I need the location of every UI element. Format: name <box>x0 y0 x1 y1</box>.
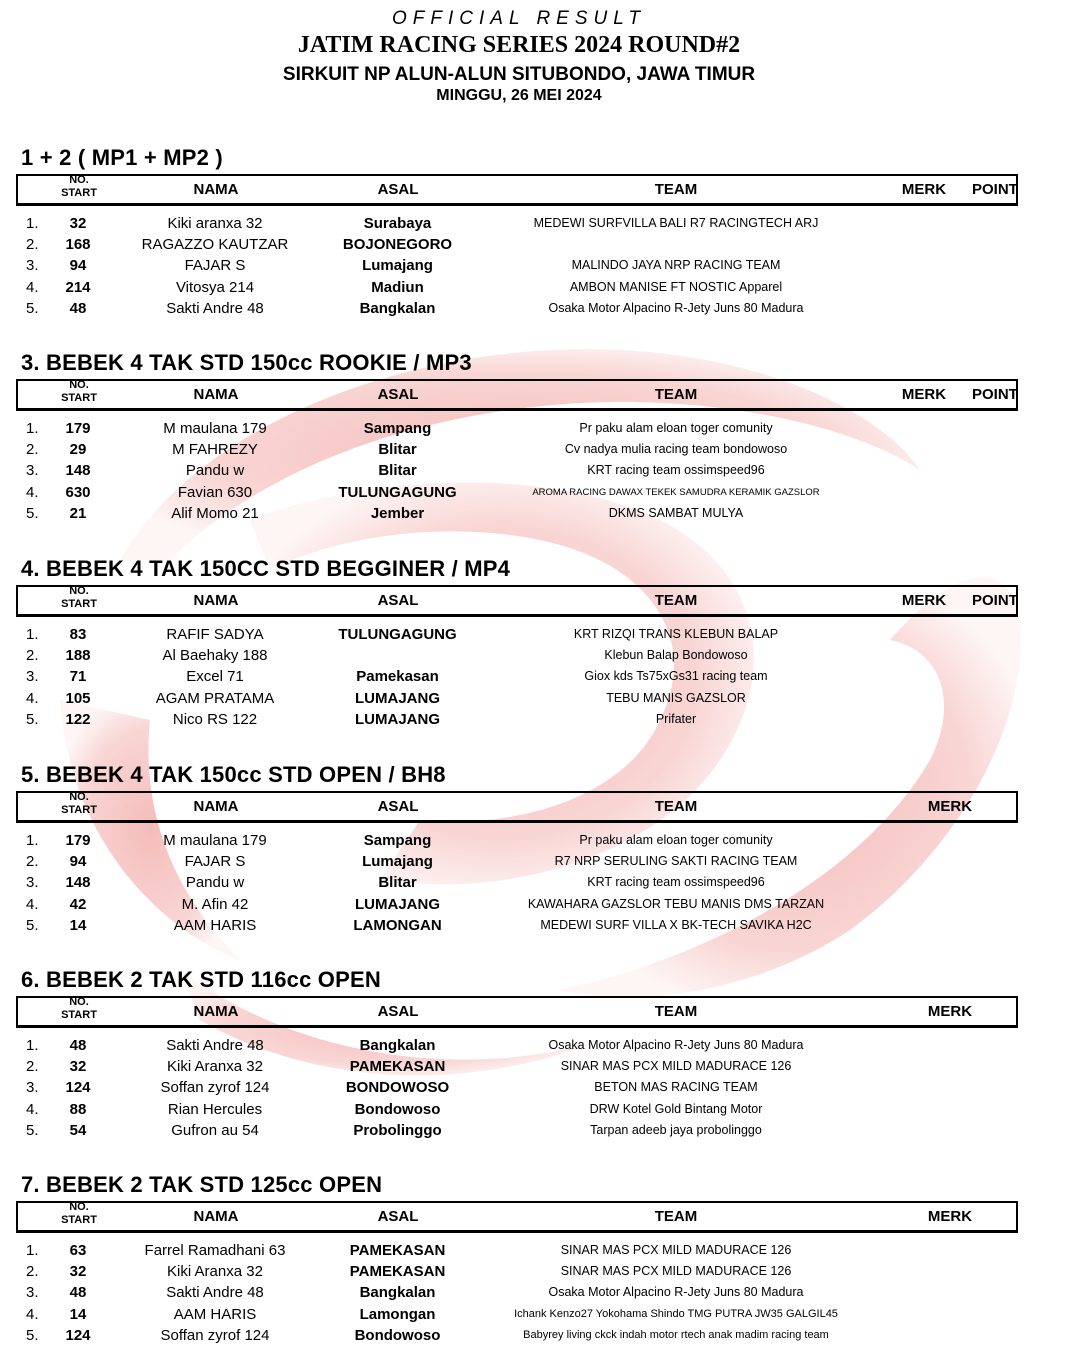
table-row: 4. 630 Favian 630 TULUNGAGUNG AROMA RACING DAWAX TEKEK SAMUDRA KERAMIK GAZSLOR <box>26 483 820 501</box>
table-row: 1. 179 M maulana 179 Sampang Pr paku alam eloan toger comunity <box>26 832 773 849</box>
table-row: 3. 148 Pandu w Blitar KRT racing team ossimspeed96 <box>26 462 765 480</box>
table-body <box>0 830 1080 936</box>
col-merk: MERK <box>927 798 973 815</box>
col-team: TEAM <box>654 181 698 198</box>
table-body <box>0 418 1080 524</box>
circuit-name: SIRKUIT NP ALUN-ALUN SITUBONDO, JAWA TIMUR <box>282 64 756 85</box>
col-no-start: NO. START <box>61 379 97 404</box>
col-no-start: NO. START <box>61 174 97 199</box>
col-nama: NAMA <box>193 386 239 403</box>
event-date: MINGGU, 26 MEI 2024 <box>436 87 602 104</box>
table-row: 1. 63 Farrel Ramadhani 63 PAMEKASAN SINAR MAS PCX MILD MADURACE 126 <box>26 1242 792 1259</box>
table-row: 2. 32 Kiki Aranxa 32 PAMEKASAN SINAR MAS PCX MILD MADURACE 126 <box>26 1263 792 1281</box>
table-row: 3. 48 Sakti Andre 48 Bangkalan Osaka Motor Alpacino R-Jety Juns 80 Madura <box>26 1284 804 1302</box>
col-point: POINT <box>972 592 1018 609</box>
col-team: TEAM <box>654 386 698 403</box>
table-row: 2. 32 Kiki Aranxa 32 PAMEKASAN SINAR MAS PCX MILD MADURACE 126 <box>26 1058 792 1076</box>
result-section-mp3 <box>0 350 1080 550</box>
col-team: TEAM <box>654 1208 698 1225</box>
result-section-mp4 <box>0 556 1080 756</box>
table-row: 5. 54 Gufron au 54 Probolinggo Tarpan adeeb jaya probolinggo <box>26 1121 762 1139</box>
table-row: 3. 148 Pandu w Blitar KRT racing team ossimspeed96 <box>26 874 765 892</box>
col-merk: MERK <box>901 386 947 403</box>
table-body <box>0 624 1080 730</box>
table-row: 5. 124 Soffan zyrof 124 Bondowoso Babyrey living ckck indah motor rtech anak madim racing team <box>26 1326 829 1344</box>
result-section-bh8 <box>0 762 1080 962</box>
table-row: 3. 94 FAJAR S Lumajang MALINDO JAYA NRP RACING TEAM <box>26 257 781 275</box>
section-title: 5. BEBEK 4 TAK 150cc STD OPEN / BH8 <box>21 762 446 787</box>
col-nama: NAMA <box>193 798 239 815</box>
table-row: 2. 188 Al Baehaky 188 Klebun Balap Bondowoso <box>26 647 748 665</box>
table-row: 3. 71 Excel 71 Pamekasan Giox kds Ts75xGs31 racing team <box>26 668 768 686</box>
table-row: 1. 32 Kiki aranxa 32 Surabaya MEDEWI SURFVILLA BALI R7 RACINGTECH ARJ <box>26 215 819 232</box>
col-team: TEAM <box>654 1003 698 1020</box>
col-asal: ASAL <box>377 592 419 609</box>
col-asal: ASAL <box>377 1003 419 1020</box>
table-row: 4. 88 Rian Hercules Bondowoso DRW Kotel Gold Bintang Motor <box>26 1100 763 1118</box>
col-merk: MERK <box>901 592 947 609</box>
table-header <box>16 174 1018 206</box>
table-row: 4. 42 M. Afin 42 LUMAJANG KAWAHARA GAZSLOR TEBU MANIS DMS TARZAN <box>26 895 825 913</box>
official-result-label: OFFICIAL RESULT <box>392 8 646 29</box>
col-nama: NAMA <box>193 592 239 609</box>
table-row: 5. 122 Nico RS 122 LUMAJANG Prifater <box>26 710 697 728</box>
result-section-2tak-125 <box>0 1172 1080 1350</box>
table-header <box>16 791 1018 823</box>
table-row: 1. 83 RAFIF SADYA TULUNGAGUNG KRT RIZQI TRANS KLEBUN BALAP <box>26 626 779 643</box>
table-row: 2. 29 M FAHREZY Blitar Cv nadya mulia racing team bondowoso <box>26 441 788 459</box>
table-row: 2. 168 RAGAZZO KAUTZAR BOJONEGORO <box>26 236 453 254</box>
col-no-start: NO. START <box>61 1201 97 1226</box>
col-point: POINT <box>972 181 1018 198</box>
col-nama: NAMA <box>193 1003 239 1020</box>
col-nama: NAMA <box>193 1208 239 1225</box>
table-row: 5. 21 Alif Momo 21 Jember DKMS SAMBAT MULYA <box>26 504 744 522</box>
table-row: 5. 14 AAM HARIS LAMONGAN MEDEWI SURF VILLA X BK-TECH SAVIKA H2C <box>26 916 812 934</box>
col-nama: NAMA <box>193 181 239 198</box>
col-no-start: NO. START <box>61 791 97 816</box>
col-asal: ASAL <box>377 798 419 815</box>
table-body <box>0 1035 1080 1141</box>
section-title: 1 + 2 ( MP1 + MP2 ) <box>21 145 223 170</box>
table-row: 4. 214 Vitosya 214 Madiun AMBON MANISE FT NOSTIC Apparel <box>26 278 783 296</box>
col-asal: ASAL <box>377 181 419 198</box>
col-team: TEAM <box>654 798 698 815</box>
table-row: 4. 14 AAM HARIS Lamongan Ichank Kenzo27 Yokohama Shindo TMG PUTRA JW35 GALGIL45 <box>26 1305 838 1323</box>
table-row: 5. 48 Sakti Andre 48 Bangkalan Osaka Motor Alpacino R-Jety Juns 80 Madura <box>26 299 804 317</box>
table-row: 2. 94 FAJAR S Lumajang R7 NRP SERULING SAKTI RACING TEAM <box>26 853 798 871</box>
col-point: POINT <box>972 386 1018 403</box>
result-section-2tak-116 <box>0 967 1080 1167</box>
section-title: 4. BEBEK 4 TAK 150CC STD BEGGINER / MP4 <box>21 556 511 581</box>
section-title: 3. BEBEK 4 TAK STD 150cc ROOKIE / MP3 <box>21 350 472 375</box>
table-row: 1. 48 Sakti Andre 48 Bangkalan Osaka Motor Alpacino R-Jety Juns 80 Madura <box>26 1037 804 1054</box>
table-row: 1. 179 M maulana 179 Sampang Pr paku alam eloan toger comunity <box>26 420 773 437</box>
result-section-mp1-mp2 <box>0 145 1080 345</box>
col-asal: ASAL <box>377 1208 419 1225</box>
series-title: JATIM RACING SERIES 2024 ROUND#2 <box>297 32 741 58</box>
table-header <box>16 1201 1018 1233</box>
col-team: TEAM <box>654 592 698 609</box>
section-title: 7. BEBEK 2 TAK STD 125cc OPEN <box>21 1172 383 1197</box>
col-merk: MERK <box>901 181 947 198</box>
table-row: 4. 105 AGAM PRATAMA LUMAJANG TEBU MANIS GAZSLOR <box>26 689 746 707</box>
table-body <box>0 213 1080 319</box>
table-body <box>0 1240 1080 1346</box>
col-no-start: NO. START <box>61 585 97 610</box>
col-merk: MERK <box>927 1003 973 1020</box>
table-header <box>16 996 1018 1028</box>
table-header <box>16 585 1018 617</box>
table-row: 3. 124 Soffan zyrof 124 BONDOWOSO BETON MAS RACING TEAM <box>26 1079 758 1097</box>
section-title: 6. BEBEK 2 TAK STD 116cc OPEN <box>21 967 381 992</box>
col-no-start: NO. START <box>61 996 97 1021</box>
col-asal: ASAL <box>377 386 419 403</box>
table-header <box>16 379 1018 411</box>
col-merk: MERK <box>927 1208 973 1225</box>
